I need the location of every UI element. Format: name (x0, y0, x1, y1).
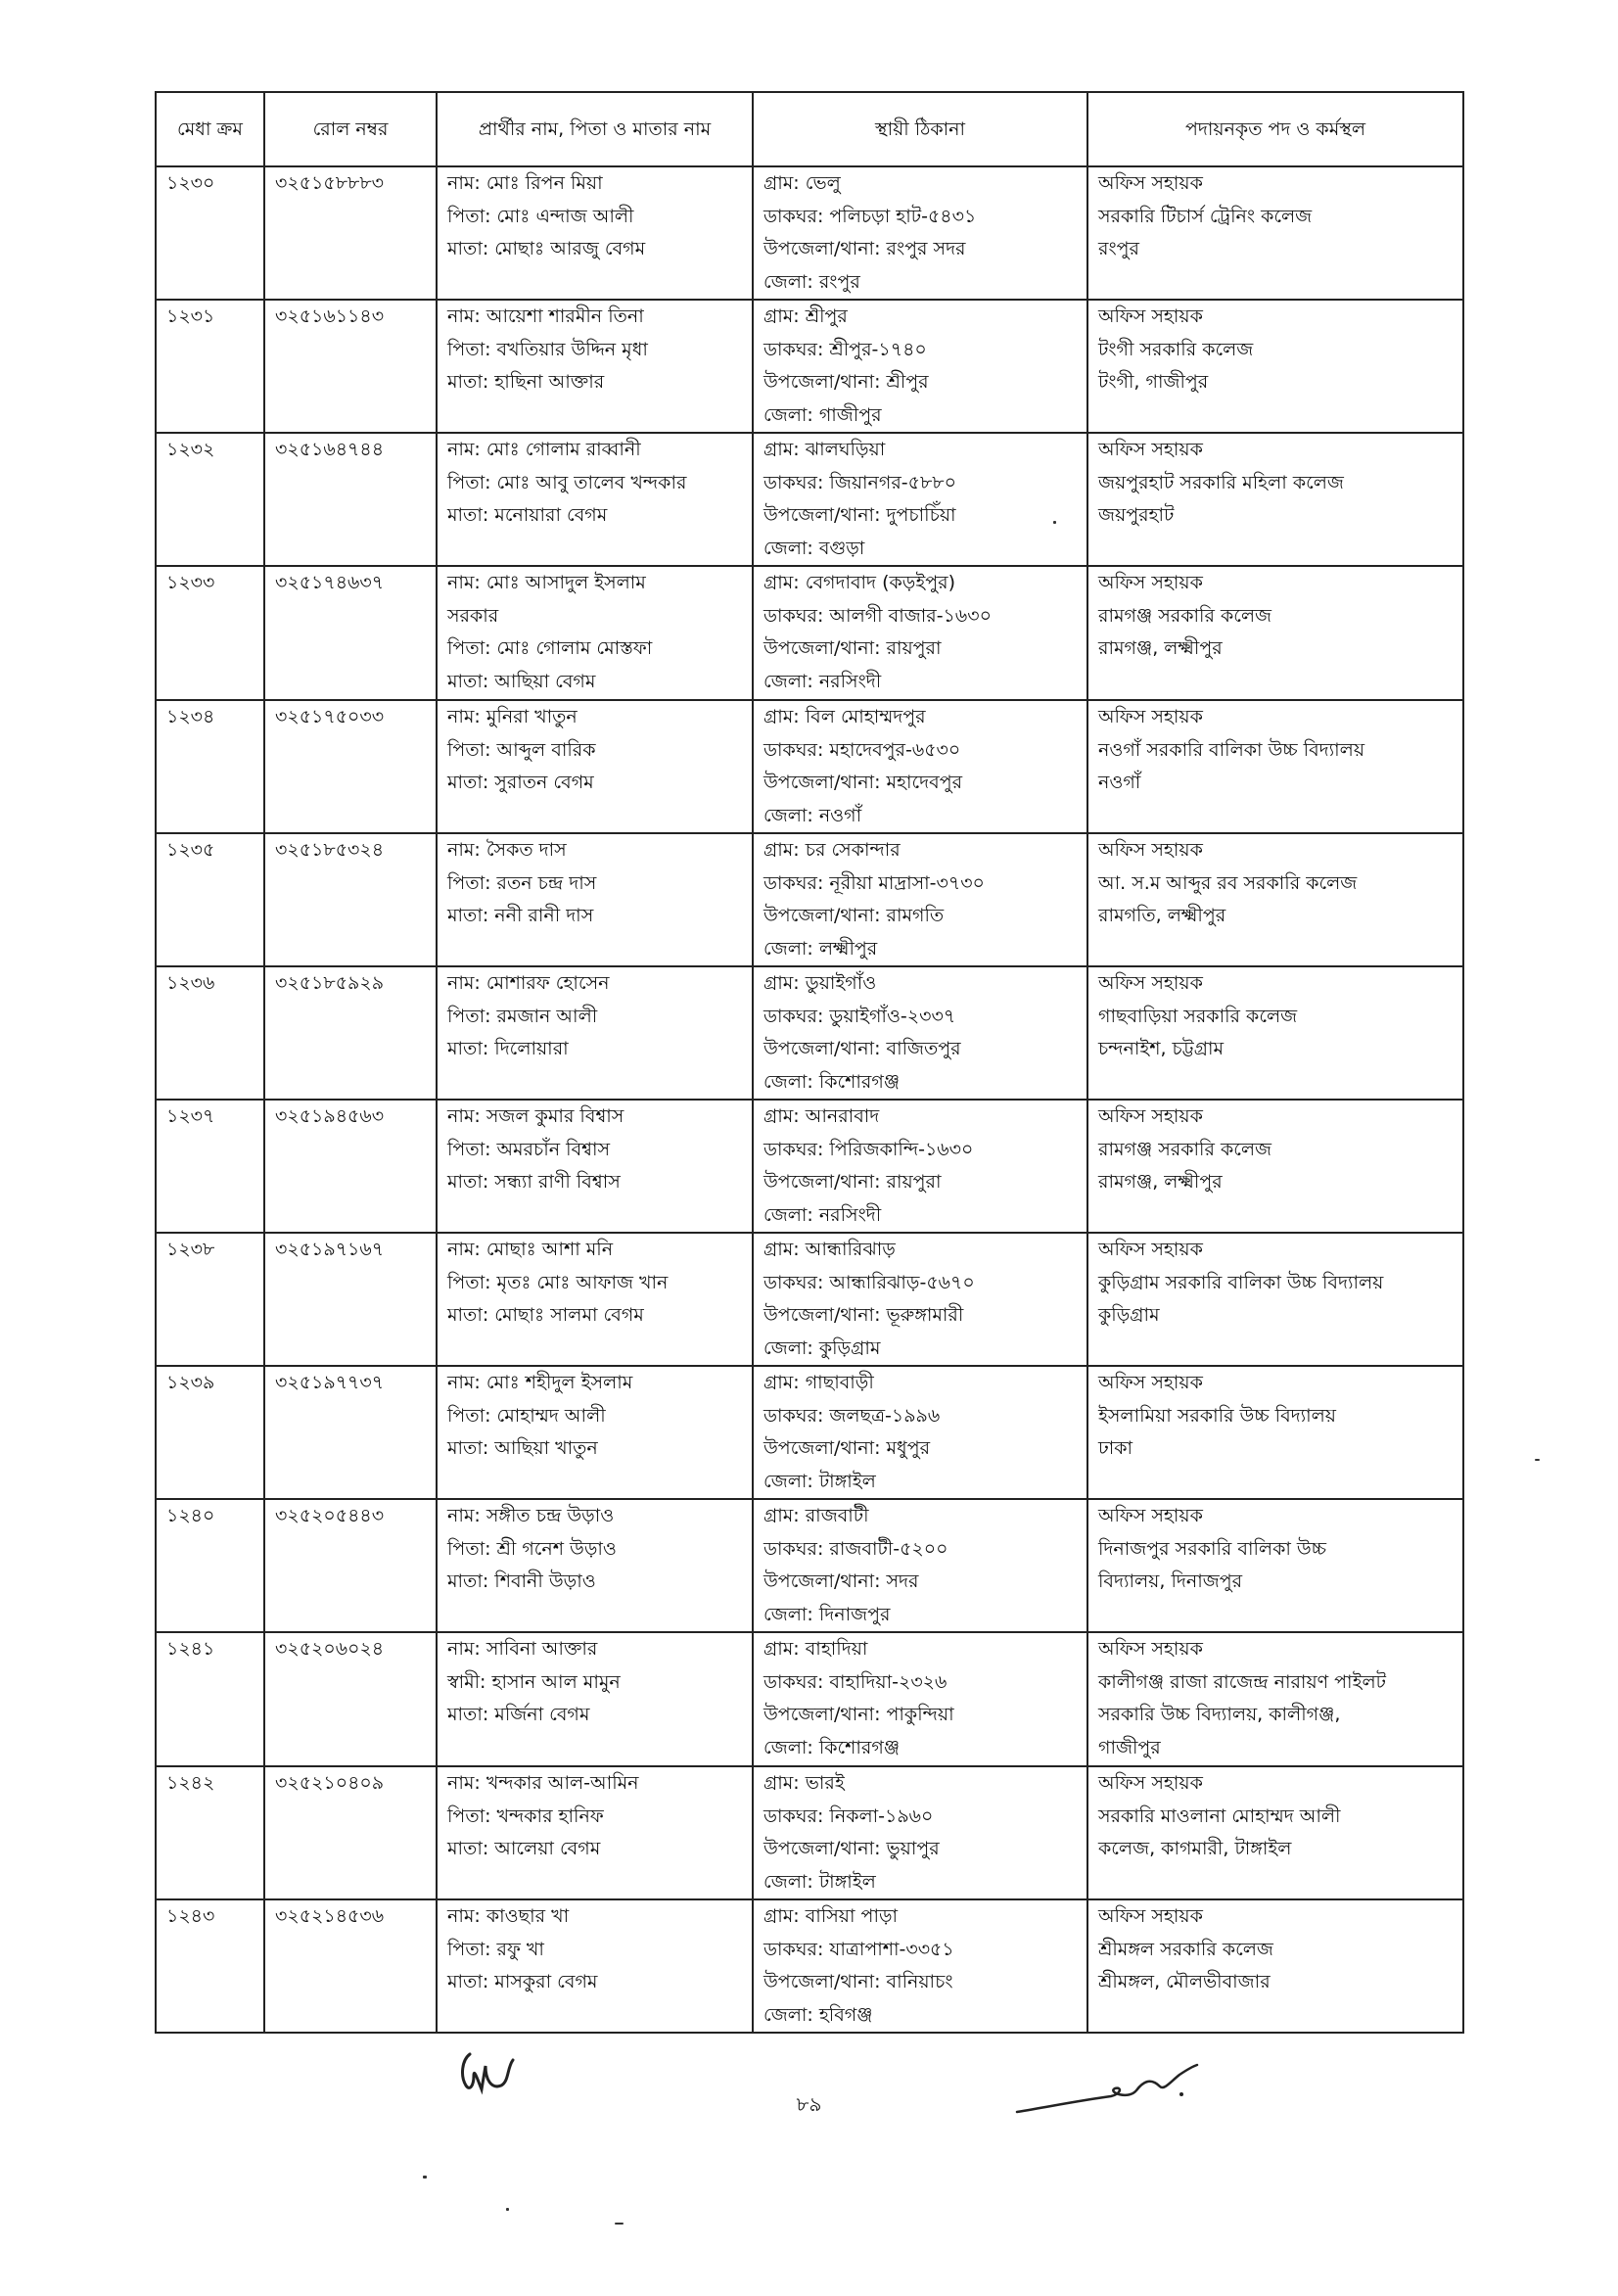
table-header (156, 92, 1463, 166)
address-line: গ্রাম: ডুয়াইগাঁও (763, 972, 877, 994)
address-line: উপজেলা/থানা: মধুপুর (763, 1437, 931, 1459)
address-line: জেলা: হবিগঞ্জ (763, 2003, 873, 2026)
posting-line: সরকারি মাওলানা মোহাম্মদ আলী (1098, 1804, 1341, 1827)
posting-line: নওগাঁ সরকারি বালিকা উচ্চ বিদ্যালয় (1098, 738, 1365, 761)
address-line: গ্রাম: গাছাবাড়ী (763, 1372, 874, 1393)
candidate-info-line: পিতা: অমরচাঁন বিশ্বাস (447, 1138, 611, 1160)
address-line: ডাকঘর: আলগী বাজার-১৬৩০ (763, 604, 992, 627)
candidate-info-line: নাম: কাওছার খা (447, 1905, 570, 1927)
posting-line: কালীগঞ্জ রাজা রাজেন্দ্র নারায়ণ পাইলট (1098, 1670, 1386, 1693)
merit-serial-cell: ১২৩৬ (156, 966, 264, 1100)
candidate-info-line: নাম: মোঃ শহীদুল ইসলাম (447, 1372, 633, 1393)
address-line: উপজেলা/থানা: বাজিতপুর (763, 1038, 961, 1059)
posting-line: রামগঞ্জ, লক্ষ্মীপুর (1098, 637, 1223, 659)
table-row (156, 1499, 1463, 1632)
posting-cell (1087, 700, 1463, 833)
candidate-info-line: মাতা: ননী রানী দাস (447, 905, 594, 926)
scan-speck (1053, 521, 1056, 524)
table-row (156, 1100, 1463, 1233)
permanent-address-cell (753, 1766, 1087, 1899)
posting-line: অফিস সহায়ক (1098, 572, 1203, 593)
address-line: ডাকঘর: শ্রীপুর-১৭৪০ (763, 338, 927, 360)
address-line: উপজেলা/থানা: সদর (763, 1570, 919, 1592)
address-line: ডাকঘর: নিকলা-১৯৬০ (763, 1804, 934, 1827)
candidate-name-cell (437, 833, 753, 966)
table-row (156, 166, 1463, 300)
permanent-address-cell (753, 166, 1087, 300)
address-line: জেলা: কিশোরগঞ্জ (763, 1070, 901, 1093)
candidate-info-line: নাম: খন্দকার আল-আমিন (447, 1772, 639, 1794)
candidate-name-cell (437, 1100, 753, 1233)
permanent-address-cell (753, 1899, 1087, 2033)
header-posting: পদায়নকৃত পদ ও কর্মস্থল (1087, 92, 1463, 166)
address-line: গ্রাম: ভেলু (763, 172, 841, 194)
address-line: উপজেলা/থানা: মহাদেবপুর (763, 772, 963, 793)
candidate-info-line: পিতা: মোঃ এন্দাজ আলী (447, 205, 634, 227)
roll-number-cell: ৩২৫২১৪৫৩৬ (264, 1899, 437, 2033)
address-line: গ্রাম: ঝালঘড়িয়া (763, 439, 886, 460)
address-line: গ্রাম: শ্রীপুর (763, 305, 848, 327)
address-line: ডাকঘর: জলছত্র-১৯৯৬ (763, 1404, 941, 1427)
address-line: গ্রাম: বাহাদিয়া (763, 1638, 868, 1660)
candidate-info-line: পিতা: মোঃ আবু তালেব খন্দকার (447, 471, 687, 493)
posting-line: অফিস সহায়ক (1098, 972, 1203, 994)
table-row (156, 300, 1463, 433)
posting-line: রংপুর (1098, 238, 1139, 259)
candidate-name-cell (437, 433, 753, 566)
posting-cell (1087, 166, 1463, 300)
roll-number-cell: ৩২৫১৬৪৭৪৪ (264, 433, 437, 566)
posting-cell (1087, 300, 1463, 433)
candidate-name-cell (437, 300, 753, 433)
permanent-address-cell (753, 1100, 1087, 1233)
candidate-info-line: পিতা: মোঃ গোলাম মোস্তফা (447, 637, 653, 659)
permanent-address-cell (753, 300, 1087, 433)
table-row (156, 1366, 1463, 1499)
candidate-info-line: মাতা: হাছিনা আক্তার (447, 371, 605, 393)
posting-line: আ. স.ম আব্দুর রব সরকারি কলেজ (1098, 871, 1358, 894)
address-line: জেলা: গাজীপুর (763, 403, 882, 426)
header-row (156, 92, 1463, 166)
posting-line: টংগী, গাজীপুর (1098, 371, 1209, 393)
permanent-address-cell (753, 566, 1087, 700)
posting-line: ঢাকা (1098, 1437, 1133, 1459)
scan-speck (423, 2176, 427, 2179)
roll-number-cell: ৩২৫১৯৭১৬৭ (264, 1233, 437, 1366)
address-line: ডাকঘর: রাজবাটী-৫২০০ (763, 1537, 948, 1560)
address-line: ডাকঘর: যাত্রাপাশা-৩৩৫১ (763, 1938, 954, 1960)
candidate-name-cell (437, 566, 753, 700)
posting-line: অফিস সহায়ক (1098, 1905, 1203, 1927)
posting-cell (1087, 433, 1463, 566)
permanent-address-cell (753, 833, 1087, 966)
address-line: গ্রাম: চর সেকান্দার (763, 839, 901, 861)
roll-number-cell: ৩২৫১৮৫৯২৯ (264, 966, 437, 1100)
merit-serial-cell: ১২৩২ (156, 433, 264, 566)
posting-line: জয়পুরহাট সরকারি মহিলা কলেজ (1098, 471, 1344, 493)
table-row (156, 433, 1463, 566)
merit-serial-cell: ১২৩৩ (156, 566, 264, 700)
address-line: উপজেলা/থানা: রামগতি (763, 905, 945, 926)
posting-line: শ্রীমঙ্গল, মৌলভীবাজার (1098, 1971, 1271, 1992)
address-line: ডাকঘর: আন্ধারিঝাড়-৫৬৭০ (763, 1271, 975, 1293)
merit-serial-cell: ১২৩৫ (156, 833, 264, 966)
scan-speck (615, 2223, 624, 2225)
candidate-info-line: পিতা: মৃতঃ মোঃ আফাজ খান (447, 1271, 669, 1293)
merit-serial-cell: ১২৪২ (156, 1766, 264, 1899)
address-line: উপজেলা/থানা: ভুয়াপুর (763, 1838, 940, 1859)
posting-line: সরকারি উচ্চ বিদ্যালয়, কালীগঞ্জ, (1098, 1704, 1341, 1725)
header-address: স্থায়ী ঠিকানা (753, 92, 1087, 166)
posting-line: টংগী সরকারি কলেজ (1098, 338, 1254, 360)
posting-line: অফিস সহায়ক (1098, 839, 1203, 861)
candidate-info-line: পিতা: খন্দকার হানিফ (447, 1804, 604, 1827)
roll-number-cell: ৩২৫১৭৫০৩৩ (264, 700, 437, 833)
posting-line: শ্রীমঙ্গল সরকারি কলেজ (1098, 1938, 1273, 1960)
posting-cell (1087, 1100, 1463, 1233)
address-line: গ্রাম: ভারই (763, 1772, 845, 1794)
table-body (156, 166, 1463, 2033)
candidate-info-line: পিতা: মোহাম্মদ আলী (447, 1404, 606, 1427)
permanent-address-cell (753, 1499, 1087, 1632)
posting-line: অফিস সহায়ক (1098, 1239, 1203, 1260)
candidate-info-line: স্বামী: হাসান আল মামুন (447, 1670, 621, 1693)
roll-number-cell: ৩২৫১৮৫৩২৪ (264, 833, 437, 966)
right-signature-icon (1013, 2061, 1209, 2120)
table-row (156, 566, 1463, 700)
posting-line: চন্দনাইশ, চট্টগ্রাম (1098, 1038, 1225, 1059)
table-row (156, 1233, 1463, 1366)
roll-number-cell: ৩২৫২১০৪০৯ (264, 1766, 437, 1899)
address-line: উপজেলা/থানা: পাকুন্দিয়া (763, 1704, 954, 1725)
address-line: ডাকঘর: পিরিজকান্দি-১৬৩০ (763, 1138, 974, 1160)
candidate-info-line: নাম: সৈকত দাস (447, 839, 567, 861)
address-line: গ্রাম: বাসিয়া পাড়া (763, 1905, 899, 1927)
posting-line: অফিস সহায়ক (1098, 305, 1203, 327)
roll-number-cell: ৩২৫১৬১১৪৩ (264, 300, 437, 433)
address-line: জেলা: কিশোরগঞ্জ (763, 1736, 901, 1758)
roll-number-cell: ৩২৫১৯৪৫৬৩ (264, 1100, 437, 1233)
scan-speck (506, 2208, 509, 2211)
posting-line: কুড়িগ্রাম (1098, 1304, 1160, 1326)
merit-serial-cell: ১২৪১ (156, 1632, 264, 1766)
address-line: গ্রাম: বিল মোহাম্মদপুর (763, 706, 926, 727)
merit-serial-cell: ১২৪৩ (156, 1899, 264, 2033)
posting-line: সরকারি টিচার্স ট্রেনিং কলেজ (1098, 205, 1313, 227)
posting-line: রামগতি, লক্ষ্মীপুর (1098, 905, 1226, 926)
posting-line: অফিস সহায়ক (1098, 1372, 1203, 1393)
permanent-address-cell (753, 1366, 1087, 1499)
posting-line: নওগাঁ (1098, 772, 1141, 793)
candidate-name-cell (437, 700, 753, 833)
candidate-info-line: নাম: মোশারফ হোসেন (447, 972, 610, 994)
merit-serial-cell: ১২৩৭ (156, 1100, 264, 1233)
posting-cell (1087, 1499, 1463, 1632)
posting-line: অফিস সহায়ক (1098, 1105, 1203, 1127)
posting-line: রামগঞ্জ সরকারি কলেজ (1098, 604, 1272, 627)
posting-line: গাছবাড়িয়া সরকারি কলেজ (1098, 1005, 1298, 1027)
posting-line: অফিস সহায়ক (1098, 1772, 1203, 1794)
candidate-info-line: নাম: মোঃ রিপন মিয়া (447, 172, 603, 194)
address-line: ডাকঘর: বাহাদিয়া-২৩২৬ (763, 1670, 948, 1693)
candidate-name-cell (437, 966, 753, 1100)
page-number: ৮৯ (796, 2092, 822, 2116)
address-line: গ্রাম: আনরাবাদ (763, 1105, 880, 1127)
roll-number-cell: ৩২৫২০৬০২৪ (264, 1632, 437, 1766)
address-line: উপজেলা/থানা: শ্রীপুর (763, 371, 929, 393)
candidate-info-line: মাতা: শিবানী উড়াও (447, 1570, 596, 1592)
candidate-info-line: পিতা: বখতিয়ার উদ্দিন মৃধা (447, 338, 648, 360)
posting-line: দিনাজপুর সরকারি বালিকা উচ্চ (1098, 1537, 1326, 1560)
candidate-info-line: মাতা: মোছাঃ সালমা বেগম (447, 1304, 644, 1326)
candidate-info-line: পিতা: শ্রী গনেশ উড়াও (447, 1537, 617, 1560)
address-line: জেলা: নওগাঁ (763, 804, 862, 826)
address-line: জেলা: লক্ষ্মীপুর (763, 937, 878, 960)
posting-cell (1087, 1899, 1463, 2033)
merit-serial-cell: ১২৩৪ (156, 700, 264, 833)
candidate-info-line: পিতা: রতন চন্দ্র দাস (447, 871, 597, 894)
address-line: উপজেলা/থানা: রায়পুরা (763, 637, 942, 659)
candidate-name-cell (437, 1632, 753, 1766)
address-line: ডাকঘর: জিয়ানগর-৫৮৮০ (763, 471, 956, 493)
address-line: উপজেলা/থানা: দুপচাচিঁয়া (763, 504, 956, 526)
candidate-info-line: নাম: মোঃ গোলাম রাব্বানী (447, 439, 641, 460)
posting-line: অফিস সহায়ক (1098, 706, 1203, 727)
posting-line: অফিস সহায়ক (1098, 1638, 1203, 1660)
candidate-name-cell (437, 1766, 753, 1899)
table-row (156, 1899, 1463, 2033)
posting-line: বিদ্যালয়, দিনাজপুর (1098, 1570, 1243, 1592)
header-merit: মেধা ক্রম (156, 92, 264, 166)
candidate-info-line: মাতা: সন্ধ্যা রাণী বিশ্বাস (447, 1171, 621, 1193)
candidate-info-line: নাম: সঙ্গীত চন্দ্র উড়াও (447, 1505, 615, 1526)
address-line: জেলা: টাঙ্গাইল (763, 1470, 876, 1492)
candidate-info-line: মাতা: দিলোয়ারা (447, 1038, 569, 1059)
candidate-name-cell (437, 166, 753, 300)
address-line: জেলা: বগুড়া (763, 537, 865, 559)
merit-serial-cell: ১২৩১ (156, 300, 264, 433)
address-line: জেলা: নরসিংদী (763, 670, 882, 692)
header-name: প্রার্থীর নাম, পিতা ও মাতার নাম (437, 92, 753, 166)
candidate-info-line: সরকার (447, 604, 499, 627)
posting-line: ইসলামিয়া সরকারি উচ্চ বিদ্যালয় (1098, 1404, 1337, 1427)
posting-line: জয়পুরহাট (1098, 504, 1175, 526)
address-line: ডাকঘর: ডুয়াইগাঁও-২৩৩৭ (763, 1005, 956, 1027)
roll-number-cell: ৩২৫১৫৮৮৮৩ (264, 166, 437, 300)
candidate-info-line: নাম: মোছাঃ আশা মনি (447, 1239, 614, 1260)
candidate-info-line: মাতা: মাসকুরা বেগম (447, 1971, 598, 1992)
posting-cell (1087, 566, 1463, 700)
merit-serial-cell: ১২৩৯ (156, 1366, 264, 1499)
candidate-info-line: পিতা: আব্দুল বারিক (447, 738, 596, 761)
posting-line: অফিস সহায়ক (1098, 1505, 1203, 1526)
candidate-name-cell (437, 1366, 753, 1499)
address-line: জেলা: নরসিংদী (763, 1203, 882, 1226)
candidate-info-line: নাম: মোঃ আসাদুল ইসলাম (447, 572, 646, 593)
roll-number-cell: ৩২৫১৭৪৬৩৭ (264, 566, 437, 700)
scan-speck (1535, 1459, 1540, 1461)
address-line: গ্রাম: আন্ধারিঝাড় (763, 1239, 896, 1260)
address-line: ডাকঘর: মহাদেবপুর-৬৫৩০ (763, 738, 961, 761)
posting-cell (1087, 833, 1463, 966)
address-line: উপজেলা/থানা: বানিয়াচং (763, 1971, 953, 1992)
posting-cell (1087, 966, 1463, 1100)
header-roll: রোল নম্বর (264, 92, 437, 166)
posting-line: অফিস সহায়ক (1098, 172, 1203, 194)
posting-line: রামগঞ্জ, লক্ষ্মীপুর (1098, 1171, 1223, 1193)
candidate-info-line: মাতা: মর্জিনা বেগম (447, 1704, 590, 1725)
posting-line: গাজীপুর (1098, 1736, 1161, 1758)
permanent-address-cell (753, 700, 1087, 833)
posting-line: কুড়িগ্রাম সরকারি বালিকা উচ্চ বিদ্যালয় (1098, 1271, 1384, 1293)
candidate-info-line: মাতা: আছিয়া বেগম (447, 670, 596, 692)
address-line: জেলা: টাঙ্গাইল (763, 1870, 876, 1893)
address-line: জেলা: কুড়িগ্রাম (763, 1336, 881, 1359)
posting-cell (1087, 1766, 1463, 1899)
candidate-info-line: নাম: সাবিনা আক্তার (447, 1638, 598, 1660)
candidate-info-line: মাতা: সুরাতন বেগম (447, 772, 594, 793)
address-line: জেলা: দিনাজপুর (763, 1603, 891, 1625)
table-row (156, 966, 1463, 1100)
address-line: উপজেলা/থানা: রায়পুরা (763, 1171, 942, 1193)
posting-cell (1087, 1632, 1463, 1766)
permanent-address-cell (753, 966, 1087, 1100)
permanent-address-cell (753, 1233, 1087, 1366)
posting-line: কলেজ, কাগমারী, টাঙ্গাইল (1098, 1838, 1292, 1859)
candidate-info-line: মাতা: আছিয়া খাতুন (447, 1437, 598, 1459)
table-row (156, 700, 1463, 833)
permanent-address-cell (753, 433, 1087, 566)
candidate-info-line: নাম: মুনিরা খাতুন (447, 706, 578, 727)
roll-number-cell: ৩২৫২০৫৪৪৩ (264, 1499, 437, 1632)
candidate-info-line: মাতা: আলেয়া বেগম (447, 1838, 601, 1859)
table-row (156, 1766, 1463, 1899)
roll-number-cell: ৩২৫১৯৭৭৩৭ (264, 1366, 437, 1499)
candidate-info-line: মাতা: মোছাঃ আরজু বেগম (447, 238, 646, 259)
posting-line: অফিস সহায়ক (1098, 439, 1203, 460)
candidate-info-line: নাম: সজল কুমার বিশ্বাস (447, 1105, 624, 1127)
candidate-name-cell (437, 1899, 753, 2033)
table-row (156, 833, 1463, 966)
address-line: গ্রাম: বেগদাবাদ (কড়ইপুর) (763, 572, 955, 593)
merit-serial-cell: ১২৩৮ (156, 1233, 264, 1366)
address-line: গ্রাম: রাজবাটী (763, 1505, 869, 1526)
posting-line: রামগঞ্জ সরকারি কলেজ (1098, 1138, 1272, 1160)
merit-list-table (155, 91, 1464, 2034)
candidate-info-line: নাম: আয়েশা শারমীন তিনা (447, 305, 644, 327)
address-line: ডাকঘর: পলিচড়া হাট-৫৪৩১ (763, 205, 977, 227)
posting-cell (1087, 1366, 1463, 1499)
table-row (156, 1632, 1463, 1766)
merit-serial-cell: ১২৩০ (156, 166, 264, 300)
candidate-name-cell (437, 1499, 753, 1632)
permanent-address-cell (753, 1632, 1087, 1766)
address-line: জেলা: রংপুর (763, 270, 860, 293)
merit-serial-cell: ১২৪০ (156, 1499, 264, 1632)
candidate-name-cell (437, 1233, 753, 1366)
candidate-info-line: পিতা: রমজান আলী (447, 1005, 598, 1027)
posting-cell (1087, 1233, 1463, 1366)
address-line: উপজেলা/থানা: ভূরুঙ্গামারী (763, 1304, 964, 1326)
address-line: ডাকঘর: নূরীয়া মাদ্রাসা-৩৭৩০ (763, 871, 985, 894)
candidate-info-line: মাতা: মনোয়ারা বেগম (447, 504, 608, 526)
address-line: উপজেলা/থানা: রংপুর সদর (763, 238, 966, 259)
candidate-info-line: পিতা: রফু খা (447, 1938, 544, 1960)
